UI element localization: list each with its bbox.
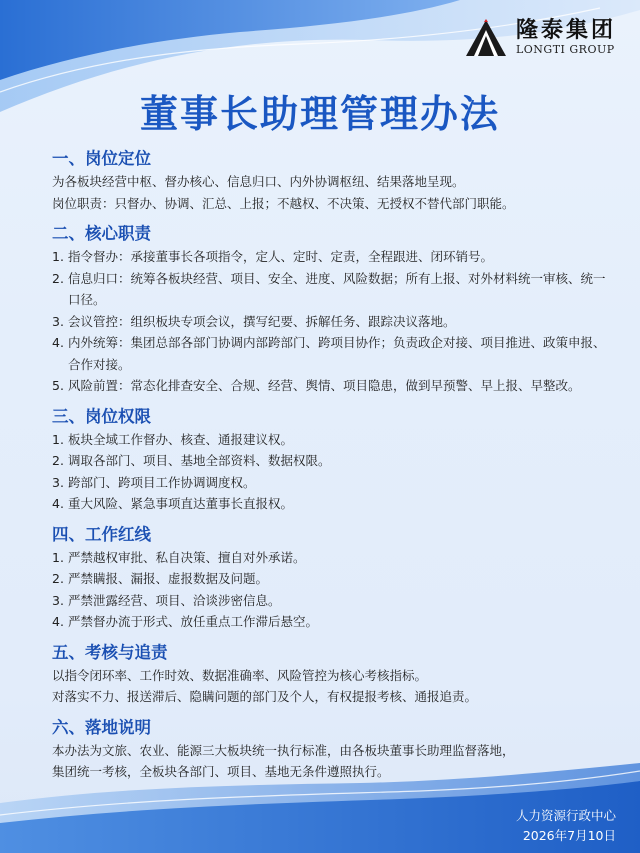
list-item-number: 4. bbox=[52, 335, 64, 350]
list-item bbox=[52, 246, 612, 268]
list-item bbox=[52, 590, 612, 612]
list-item-text: 内外统筹：集团总部各部门协调内部跨部门、跨项目协作；负责政企对接、项目推进、政策申报、合作对接。 bbox=[68, 335, 606, 372]
issue-date: 2026年7月10日 bbox=[522, 828, 616, 843]
section-heading-implementation: 六、落地说明 bbox=[52, 717, 151, 737]
section-text-line: 对落实不力、报送滞后、隐瞒问题的部门及个人，有权提报考核、通报追责。 bbox=[52, 689, 478, 704]
list-item bbox=[52, 547, 612, 569]
list-item-text: 调取各部门、项目、基地全部资料、数据权限。 bbox=[68, 453, 331, 468]
list-item bbox=[52, 332, 612, 375]
list-item-number: 5. bbox=[52, 378, 64, 393]
list-item-number: 3. bbox=[52, 474, 64, 490]
section-heading-assessment: 五、考核与追责 bbox=[52, 642, 168, 662]
list-item-number: 4. bbox=[52, 496, 64, 511]
list-item bbox=[52, 568, 612, 590]
list-item-text: 严禁越权审批、私自决策、擅自对外承诺。 bbox=[68, 549, 306, 565]
list-item-number: 1. bbox=[52, 249, 64, 264]
list-item-text: 风险前置：常态化排查安全、合规、经营、舆情、项目隐患，做到早预警、早上报、早整改。 bbox=[68, 378, 581, 393]
section-heading-authority: 三、岗位权限 bbox=[52, 406, 151, 426]
section-heading-red-lines: 四、工作红线 bbox=[52, 524, 151, 544]
list-item-text: 板块全域工作督办、核查、通报建议权。 bbox=[68, 431, 294, 447]
company-logo bbox=[464, 18, 616, 58]
list-item-number: 4. bbox=[52, 614, 64, 629]
list-item-text: 会议管控：组织板块专项会议，撰写纪要、拆解任务、跟踪决议落地。 bbox=[68, 313, 456, 329]
list-item bbox=[52, 472, 612, 494]
section-heading-positioning: 一、岗位定位 bbox=[52, 149, 151, 168]
list-item-text: 重大风险、紧急事项直达董事长直报权。 bbox=[68, 496, 294, 511]
company-name-en: LONGTI GROUP bbox=[515, 43, 615, 56]
section-text-line: 本办法为文旅、农业、能源三大板块统一执行标准，由各板块董事长助理监督落地， bbox=[52, 742, 515, 758]
list-item-number: 1. bbox=[52, 549, 64, 565]
list-item-number: 1. bbox=[52, 431, 64, 447]
list-item-text: 跨部门、跨项目工作协调调度权。 bbox=[68, 474, 256, 490]
list-item bbox=[52, 493, 612, 515]
list-item bbox=[52, 268, 612, 311]
list-item bbox=[52, 450, 612, 472]
list-item-text: 指令督办：承接董事长各项指令，定人、定时、定责，全程跟进、闭环销号。 bbox=[68, 249, 494, 264]
section-text-line: 为各板块经营中枢、督办核心、信息归口、内外协调枢纽、结果落地呈现。 bbox=[52, 174, 465, 189]
list-item-text: 严禁泄露经营、项目、洽谈涉密信息。 bbox=[68, 592, 281, 608]
list-item-number: 3. bbox=[52, 592, 64, 608]
document-title: 董事长助理管理办法 bbox=[139, 92, 500, 136]
list-item-text: 严禁督办流于形式、放任重点工作滞后悬空。 bbox=[68, 614, 319, 629]
list-item-number: 2. bbox=[52, 453, 64, 468]
list-item-number: 2. bbox=[52, 270, 64, 286]
list-item-number: 2. bbox=[52, 571, 64, 586]
list-item bbox=[52, 429, 612, 451]
list-item bbox=[52, 311, 612, 333]
section-heading-core-duties: 二、核心职责 bbox=[52, 224, 151, 243]
document-footer bbox=[516, 806, 616, 846]
company-name-cn: 隆泰集团 bbox=[515, 18, 616, 43]
list-item bbox=[52, 611, 612, 633]
section-text-line: 以指令闭环率、工作时效、数据准确率、风险管控为核心考核指标。 bbox=[52, 667, 428, 683]
list-item-text: 信息归口：统筹各板块经营、项目、安全、进度、风险数据；所有上报、对外材料统一审核、统一口径。 bbox=[68, 270, 606, 307]
document-body bbox=[52, 147, 612, 783]
section-text-line: 集团统一考核，全板块各部门、项目、基地无条件遵照执行。 bbox=[52, 764, 390, 779]
section-text-line: 岗位职责：只督办、协调、汇总、上报；不越权、不决策、无授权不替代部门职能。 bbox=[52, 195, 515, 211]
issuing-department: 人力资源行政中心 bbox=[515, 808, 616, 823]
mountain-logo-icon bbox=[464, 18, 508, 58]
list-item-text: 严禁瞒报、漏报、虚报数据及问题。 bbox=[68, 571, 269, 586]
list-item-number: 3. bbox=[52, 313, 64, 329]
list-item bbox=[52, 375, 612, 397]
